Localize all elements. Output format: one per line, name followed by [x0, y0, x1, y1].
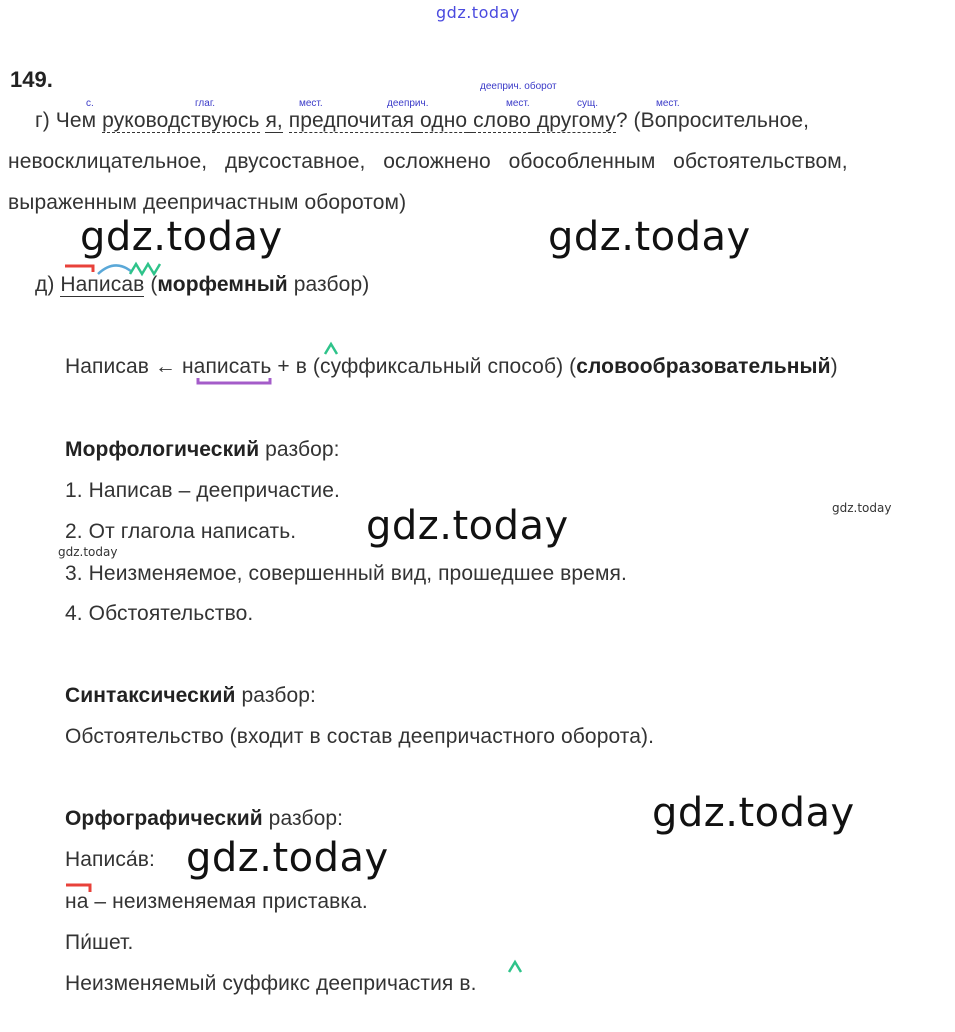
- base-underline: [198, 378, 270, 383]
- wf-plus: +: [277, 355, 290, 378]
- label-sush: сущ.: [577, 98, 599, 109]
- suffix-caret-svg: [323, 342, 343, 356]
- sentence-g-line-3: выраженным деепричастным оборотом): [8, 191, 407, 214]
- prefix-mark: [65, 266, 93, 272]
- watermark-top: gdz.today: [436, 3, 520, 22]
- section-d-rest: разбор): [293, 273, 370, 296]
- watermark-big-3: gdz.today: [366, 503, 569, 549]
- morph-item-4: 4. Обстоятельство.: [65, 602, 254, 625]
- ortho-line-1: [65, 890, 368, 914]
- word-slovo: слово: [473, 109, 531, 132]
- morph-title-bold: Морфологический: [65, 438, 260, 461]
- watermark-big-2: gdz.today: [548, 214, 751, 260]
- word-predpochitaya: предпочитая: [288, 109, 415, 132]
- syntax-title-rest: разбор:: [241, 684, 316, 707]
- word-ya: я,: [265, 109, 283, 132]
- sentence-g-line-1: [35, 109, 809, 133]
- wf-bold: словообразовательный: [576, 355, 831, 378]
- section-d-line: [35, 273, 369, 297]
- label-deeprich-oborot: дееприч. оборот: [480, 81, 557, 92]
- base-underline-svg: [196, 376, 276, 386]
- watermark-big-4: gdz.today: [652, 790, 855, 836]
- word-formation-line: [65, 355, 838, 379]
- ortho-title: [65, 807, 343, 831]
- ortho-line-3: Неизменяемый суффикс деепричастия в.: [65, 972, 477, 995]
- watermark-big-5: gdz.today: [186, 835, 389, 881]
- morph-item-1: 1. Написав – деепричастие.: [65, 479, 340, 502]
- wf-start: Написав ←: [65, 355, 177, 378]
- section-d-word: Написав: [60, 273, 145, 296]
- section-d-paren: (: [150, 273, 158, 296]
- wf-base: написать: [181, 355, 272, 378]
- syntax-text: Обстоятельство (входит в состав деепричастного оборота).: [65, 725, 655, 748]
- word-drugomu: другому: [536, 109, 616, 132]
- word-rukovodstvuyus: руководствуюсь: [102, 109, 260, 132]
- section-g-prefix: г): [35, 109, 50, 132]
- section-d-bold: морфемный: [157, 273, 288, 296]
- section-d-prefix: д): [35, 273, 55, 296]
- watermark-small-left: gdz.today: [58, 545, 118, 559]
- ortho-line-2: Пи́шет.: [65, 931, 134, 954]
- label-glag: глаг.: [195, 98, 216, 109]
- label-s: с.: [86, 98, 94, 109]
- morph-item-2: 2. От глагола написать.: [65, 520, 297, 543]
- ortho-prefix: на: [65, 890, 89, 913]
- task-number: 149.: [10, 67, 53, 92]
- watermark-big-1: gdz.today: [80, 214, 283, 260]
- label-mest-3: мест.: [656, 98, 680, 109]
- syntax-title-bold: Синтаксический: [65, 684, 236, 707]
- wf-end: ): [830, 355, 838, 378]
- wf-suffix: в: [295, 355, 307, 378]
- syntax-title: [65, 684, 316, 708]
- ortho-title-bold: Орфографический: [65, 807, 263, 830]
- wf-middle: (суффиксальный способ) (: [312, 355, 577, 378]
- word-chem: Чем: [55, 109, 97, 132]
- word-odno-text: одно: [420, 109, 468, 132]
- sentence-g-rest: ? (Вопросительное,: [615, 109, 810, 132]
- morph-title-rest: разбор:: [265, 438, 340, 461]
- label-mest-1: мест.: [299, 98, 323, 109]
- label-deeprich: дееприч.: [387, 98, 429, 109]
- morph-title: [65, 438, 340, 462]
- watermark-small-right: gdz.today: [832, 501, 892, 515]
- ortho-suffix-caret-svg: [507, 960, 527, 974]
- morph-item-3: 3. Неизменяемое, совершенный вид, прошедшее время.: [65, 562, 627, 585]
- ortho-title-rest: разбор:: [268, 807, 344, 830]
- ortho-word: Написа́в:: [65, 848, 155, 871]
- sentence-g-line-2: невосклицательное, двусоставное, осложнено обособленным обстоятельством,: [8, 150, 848, 173]
- ortho-prefix-desc: – неизменяемая приставка.: [88, 890, 368, 913]
- label-mest-2: мест.: [506, 98, 530, 109]
